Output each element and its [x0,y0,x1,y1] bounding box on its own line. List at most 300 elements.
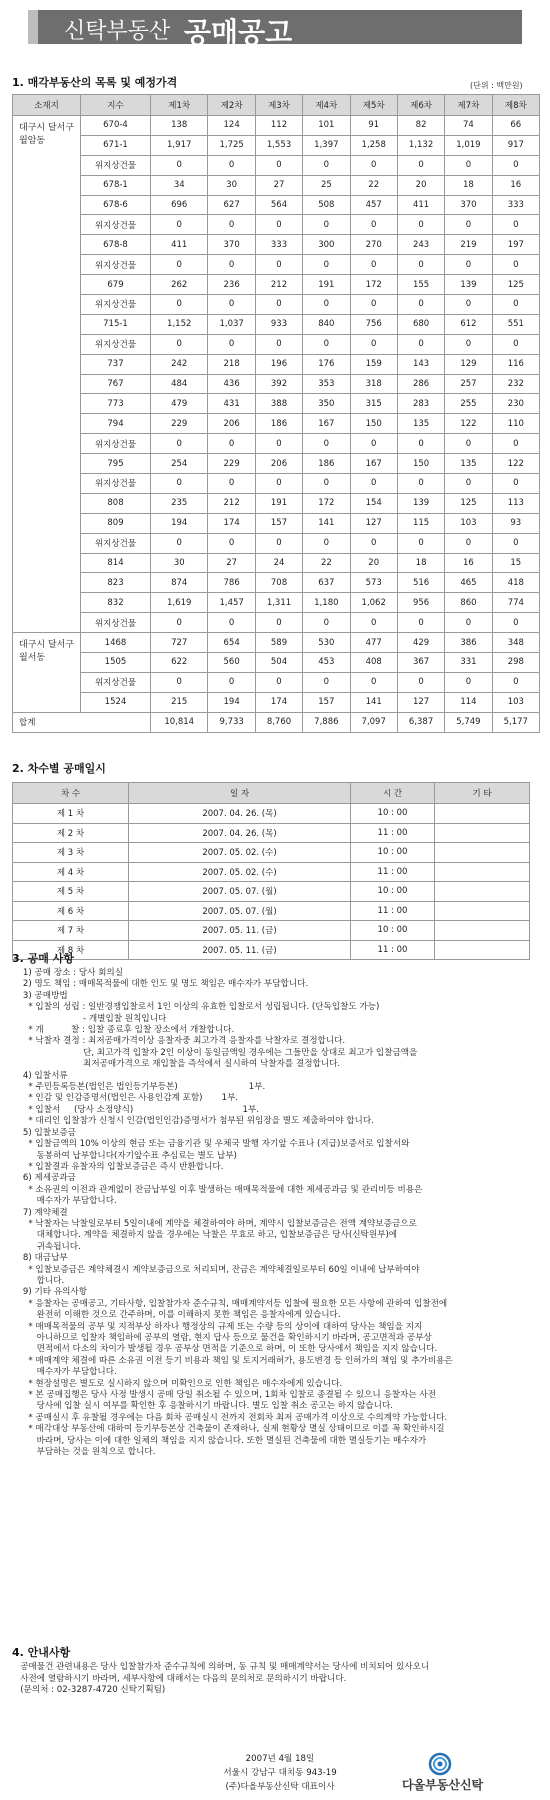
table-cell: 0 [492,295,539,315]
schedule-cell: 제 5 차 [13,882,129,902]
table-cell: 0 [350,613,397,633]
table-cell: 174 [208,513,255,533]
table-cell: 112 [255,116,302,136]
table-cell: 103 [445,513,492,533]
schedule-cell [435,862,530,882]
table-cell: 0 [208,334,255,354]
table-cell: 0 [303,533,350,553]
terms-line: 1) 공매 장소 : 당사 회의실 [12,968,124,978]
table-cell: 1,457 [208,593,255,613]
table-cell: 154 [350,493,397,513]
table-cell: 727 [151,633,208,653]
footer-address: 서울시 강남구 대치동 943-19 [223,1768,337,1778]
table-cell: 680 [397,314,444,334]
table-cell: 0 [445,434,492,454]
table-cell: 1,397 [303,135,350,155]
table-cell: 353 [303,374,350,394]
table-cell: 0 [255,295,302,315]
table-cell: 157 [255,513,302,533]
table-cell: 874 [151,573,208,593]
schedule-header: 기 타 [435,783,530,804]
terms-line: * 응찰자는 공매공고, 기타사항, 입찰참가자 준수규칙, 매매계약서등 입찰에 필요한 모든 사항에 관하여 입찰전에 [12,1298,448,1309]
table-row [13,573,540,593]
terms-line: 당사에 입찰 실시 여부를 확인한 후 응찰하시기 바랍니다. 별도 입찰 취소 공고는 하지 않습니다. [12,1401,394,1412]
table-cell: 124 [208,116,255,136]
table-cell: 612 [445,314,492,334]
total-label: 합계 [13,712,151,732]
table-cell: 139 [397,493,444,513]
table-cell: 956 [397,593,444,613]
table-cell: 1,132 [397,135,444,155]
terms-line: 단, 최고가격 입찰자 2인 이상이 동일금액일 경우에는 그들만을 상대로 최고가 입찰금액을 [12,1047,418,1058]
table-row [13,135,540,155]
table-cell: 1,311 [255,593,302,613]
table-cell: 1,019 [445,135,492,155]
table-cell: 386 [445,633,492,653]
table-cell: 670-4 [81,116,151,136]
table-cell: 0 [255,434,302,454]
table-cell: 0 [151,434,208,454]
table-cell: 0 [255,334,302,354]
schedule-header: 시 간 [351,783,435,804]
table-row [13,116,540,136]
table-cell: 367 [397,653,444,673]
table-cell: 206 [255,454,302,474]
table-cell: 0 [303,672,350,692]
table-cell: 286 [397,374,444,394]
terms-line: 아니하므로 입찰자 책임하에 공부의 열람, 현지 답사 등으로 물건을 확인하시기 바라며, 공고면적과 공부상 [12,1333,432,1343]
table-cell: 218 [208,354,255,374]
table-cell: 457 [350,195,397,215]
total-cell: 8,760 [255,712,302,732]
table-cell: 560 [208,653,255,673]
schedule-cell [435,882,530,902]
terms-line: * 대리인 입찰참가 신청시 인감(법인인감)증명서가 첨부된 위임장을 별도 제출하여야 합니다. [12,1116,374,1127]
table-cell: 103 [492,692,539,712]
terms-line: * 낙찰자 결정 : 최저공매가격이상 응찰자중 최고가격 응찰자를 낙찰자로 결정합니다. [12,1036,346,1047]
table-cell: 0 [492,155,539,175]
table-row [13,295,540,315]
table-cell: 814 [81,553,151,573]
terms-line: 대체합니다. 계약을 체결하지 않을 경우에는 낙찰은 무효로 하고, 입찰보증금은 당사(신탁원부)에 [12,1230,398,1241]
table-cell: 516 [397,573,444,593]
table-cell: 298 [492,653,539,673]
table-cell: 167 [350,454,397,474]
terms-line: 8) 대금납부 [12,1253,68,1264]
table-cell: 0 [303,155,350,175]
table-cell: 1,037 [208,314,255,334]
table-cell: 1,062 [350,593,397,613]
table-cell: 16 [445,553,492,573]
table-cell: 0 [350,255,397,275]
table-cell: 786 [208,573,255,593]
terms-line: * 입찰서 (당사 소정양식) 1부. [12,1104,259,1115]
schedule-cell: 2007. 05. 02. (수) [129,843,351,863]
terms-line: * 매매목적물의 공부 및 지적부상 하자나 행정상의 규제 또는 수량 등의 상이에 대하여 당사는 책임을 지지 [12,1321,423,1332]
table-cell: 30 [208,175,255,195]
table-cell: 0 [445,672,492,692]
table-cell: 756 [350,314,397,334]
table-cell: 370 [445,195,492,215]
table-cell: 627 [208,195,255,215]
table-row [13,454,540,474]
schedule-cell: 11 : 00 [351,823,435,843]
terms-line: 3) 공매방법 [12,990,68,1001]
table-cell: 243 [397,235,444,255]
price-table-header: 지수 [81,95,151,116]
table-row [13,175,540,195]
table-cell: 위지상건물 [81,295,151,315]
table-cell: 333 [255,235,302,255]
auction-terms [12,968,540,1458]
total-cell: 9,733 [208,712,255,732]
table-cell: 172 [303,493,350,513]
table-cell: 671-1 [81,135,151,155]
price-table-header: 제6차 [397,95,444,116]
table-cell: 135 [397,414,444,434]
table-cell: 933 [255,314,302,334]
table-cell: 20 [350,553,397,573]
footer-company: (주)다올부동산신탁 대표이사 [225,1782,335,1792]
table-cell: 408 [350,653,397,673]
table-cell: 18 [445,175,492,195]
table-cell: 172 [350,275,397,295]
guidance-line: 사전에 열람하시기 바라며, 세부사항에 대해서는 다음의 문의처로 문의하시기 바랍니다. [12,1673,347,1684]
table-cell: 0 [151,295,208,315]
terms-line: 4) 입찰서류 [12,1070,68,1081]
terms-line: 바라며, 당사는 이에 대한 일체의 책임을 지지 않습니다. 또한 멸실된 건축물에 대한 멸실등기는 매수자가 [12,1435,427,1446]
terms-line: 2) 명도 책임 : 매매목적물에 대한 인도 및 명도 책임은 매수자가 부담합니다. [12,979,309,990]
table-row [13,823,530,843]
terms-line: * 입찰의 성립 : 일반경쟁입찰로서 1인 이상의 유효한 입찰로서 성립됩니다. (단독입찰도 가능) [12,1002,380,1013]
guidance-text [12,1662,540,1697]
terms-line: 7) 계약체결 [12,1207,68,1218]
table-row [13,275,540,295]
table-cell: 678-1 [81,175,151,195]
table-row [13,692,540,712]
total-cell: 5,177 [492,712,539,732]
table-cell: 위지상건물 [81,434,151,454]
table-cell: 139 [445,275,492,295]
table-cell: 530 [303,633,350,653]
table-cell: 1,725 [208,135,255,155]
table-cell: 1,553 [255,135,302,155]
schedule-cell: 2007. 05. 07. (월) [129,882,351,902]
table-cell: 196 [255,354,302,374]
table-cell: 331 [445,653,492,673]
schedule-cell [435,940,530,960]
table-cell: 27 [208,553,255,573]
table-cell: 696 [151,195,208,215]
table-cell: 0 [208,215,255,235]
table-row [13,843,530,863]
table-cell: 0 [492,613,539,633]
table-cell: 0 [445,613,492,633]
terms-line: 동봉하여 납부합니다(자기앞수표 추심료는 별도 납부) [12,1150,237,1161]
table-cell: 832 [81,593,151,613]
table-cell: 654 [208,633,255,653]
unit-label: (단위 : 백만원) [470,81,523,90]
table-cell: 212 [208,493,255,513]
table-cell: 34 [151,175,208,195]
table-cell: 115 [397,513,444,533]
table-cell: 479 [151,394,208,414]
terms-line: * 낙찰자는 낙찰일로부터 5일이내에 계약을 체결하여야 하며, 계약시 입찰보증금은 전액 계약보증금으로 [12,1218,417,1229]
table-cell: 809 [81,513,151,533]
table-cell: 808 [81,493,151,513]
table-cell: 0 [445,533,492,553]
table-cell: 16 [492,175,539,195]
schedule-header: 차 수 [13,783,129,804]
table-cell: 위지상건물 [81,155,151,175]
table-cell: 0 [492,672,539,692]
section1-title: 1. 매각부동산의 목록 및 예정가격 [12,76,178,89]
table-cell: 564 [255,195,302,215]
table-row [13,940,530,960]
table-cell: 167 [303,414,350,434]
table-cell: 0 [445,334,492,354]
total-cell: 5,749 [445,712,492,732]
table-cell: 18 [397,553,444,573]
schedule-cell [435,823,530,843]
table-cell: 1,258 [350,135,397,155]
terms-line: 완전히 이해한 것으로 간주하며, 이를 이해하지 못한 책임은 응찰자에게 있습니다. [12,1310,341,1321]
table-cell: 0 [208,295,255,315]
logo-text: 다올부동산신탁 [402,1778,484,1792]
table-cell: 176 [303,354,350,374]
table-cell: 0 [255,255,302,275]
table-cell: 25 [303,175,350,195]
header-title-right: 공매공고 [184,16,293,49]
table-row [13,804,530,824]
table-cell: 504 [255,653,302,673]
table-cell: 0 [492,434,539,454]
table-cell: 125 [445,493,492,513]
table-cell: 255 [445,394,492,414]
terms-line: * 입찰결과 유찰자의 입찰보증금은 즉시 반환합니다. [12,1161,224,1172]
table-cell: 0 [350,672,397,692]
table-cell: 212 [255,275,302,295]
table-cell: 0 [255,155,302,175]
company-logo [402,1752,542,1792]
terms-line: - 개별입찰 원칙입니다 [12,1013,167,1024]
terms-line: 부담하는 것을 원칙으로 합니다. [12,1447,156,1458]
schedule-cell: 2007. 04. 26. (목) [129,804,351,824]
table-cell: 127 [350,513,397,533]
schedule-cell: 제 4 차 [13,862,129,882]
terms-line: 귀속됩니다. [12,1241,81,1252]
table-cell: 715-1 [81,314,151,334]
table-cell: 840 [303,314,350,334]
table-cell: 0 [492,533,539,553]
table-cell: 0 [492,215,539,235]
table-row [13,862,530,882]
table-cell: 138 [151,116,208,136]
table-cell: 236 [208,275,255,295]
table-cell: 678-8 [81,235,151,255]
schedule-cell [435,804,530,824]
terms-line: * 주민등록등본(법인은 법인등기부등본) 1부. [12,1082,266,1093]
schedule-cell: 2007. 05. 11. (금) [129,921,351,941]
table-cell: 0 [255,672,302,692]
terms-line: * 인감 및 인감증명서(법인은 사용인감계 포함) 1부. [12,1093,239,1104]
table-cell: 0 [151,474,208,494]
table-cell: 0 [255,533,302,553]
table-cell: 150 [350,414,397,434]
table-row [13,921,530,941]
terms-line: 5) 입찰보증금 [12,1127,76,1138]
table-cell: 15 [492,553,539,573]
schedule-cell: 11 : 00 [351,862,435,882]
table-cell: 30 [151,553,208,573]
section2-title: 2. 차수별 공매일시 [12,762,106,775]
table-cell: 0 [151,672,208,692]
schedule-cell: 제 6 차 [13,901,129,921]
terms-line: 매수자가 부담합니다. [12,1367,117,1378]
schedule-cell: 제 8 차 [13,940,129,960]
table-cell: 0 [255,474,302,494]
table-row [13,195,540,215]
table-cell: 150 [397,454,444,474]
table-cell: 348 [492,633,539,653]
table-cell: 1,917 [151,135,208,155]
table-row [13,474,540,494]
schedule-cell: 제 7 차 [13,921,129,941]
schedule-cell: 2007. 05. 02. (수) [129,862,351,882]
table-cell: 573 [350,573,397,593]
table-cell: 431 [208,394,255,414]
table-cell: 0 [397,334,444,354]
terms-line: 면적에서 다소의 차이가 발생될 경우 공부상 면적을 기준으로 하며, 이 또한 당사에서 책임을 지지 않습니다. [12,1344,438,1355]
table-cell: 위지상건물 [81,334,151,354]
table-cell: 93 [492,513,539,533]
table-cell: 206 [208,414,255,434]
table-cell: 0 [397,255,444,275]
table-cell: 0 [208,255,255,275]
schedule-cell [435,901,530,921]
table-cell: 229 [151,414,208,434]
table-cell: 232 [492,374,539,394]
terms-line: * 개 찰 : 입찰 종료후 입찰 장소에서 개찰합니다. [12,1025,235,1036]
table-cell: 186 [255,414,302,434]
table-cell: 436 [208,374,255,394]
schedule-cell [435,843,530,863]
table-cell: 333 [492,195,539,215]
table-cell: 823 [81,573,151,593]
table-cell: 767 [81,374,151,394]
table-cell: 0 [445,474,492,494]
table-cell: 0 [303,255,350,275]
table-cell: 22 [350,175,397,195]
table-cell: 318 [350,374,397,394]
schedule-cell: 제 1 차 [13,804,129,824]
table-cell: 0 [445,295,492,315]
table-row [13,653,540,673]
schedule-cell: 10 : 00 [351,804,435,824]
table-row [13,513,540,533]
table-cell: 0 [151,215,208,235]
table-cell: 254 [151,454,208,474]
table-cell: 0 [255,613,302,633]
table-cell: 157 [303,692,350,712]
table-cell: 418 [492,573,539,593]
table-cell: 0 [151,613,208,633]
terms-line: 최저공매가격으로 재입찰을 즉석에서 실시하여 낙찰자를 결정합니다. [12,1059,341,1070]
price-table [12,94,540,733]
schedule-cell: 2007. 05. 07. (월) [129,901,351,921]
table-cell: 22 [303,553,350,573]
terms-line: * 매매계약 체결에 따른 소유권 이전 등기 비용과 책임 및 토지거래허가, 용도변경 등 인허가의 책임 및 추가비용은 [12,1355,453,1366]
schedule-cell: 11 : 00 [351,901,435,921]
table-cell: 411 [397,195,444,215]
table-row [13,633,540,653]
table-cell: 270 [350,235,397,255]
price-table-header: 제7차 [445,95,492,116]
table-cell: 122 [492,454,539,474]
table-cell: 0 [350,295,397,315]
table-cell: 129 [445,354,492,374]
schedule-cell: 10 : 00 [351,843,435,863]
price-table-header: 제4차 [303,95,350,116]
footer [190,1752,370,1794]
terms-line: 합니다. [12,1275,65,1286]
guidance-line: (문의처 : 02-3287-4720 신탁기획팀) [12,1685,166,1696]
terms-line: * 입찰보증금은 계약체결시 계약보증금으로 처리되며, 잔금은 계약체결일로부터 60일 이내에 납부하여야 [12,1264,420,1275]
table-cell: 1,152 [151,314,208,334]
terms-line: 매수자가 부담합니다. [12,1196,117,1207]
terms-line: 6) 제세공과금 [12,1173,76,1184]
table-cell: 230 [492,394,539,414]
table-cell: 679 [81,275,151,295]
table-cell: 0 [303,474,350,494]
table-cell: 위지상건물 [81,215,151,235]
table-cell: 0 [303,434,350,454]
table-cell: 0 [350,434,397,454]
table-cell: 0 [350,215,397,235]
table-cell: 350 [303,394,350,414]
table-row [13,235,540,255]
table-cell: 388 [255,394,302,414]
table-cell: 24 [255,553,302,573]
header-title-left: 신탁부동산 [64,19,171,44]
table-cell: 0 [303,215,350,235]
table-cell: 678-6 [81,195,151,215]
table-cell: 215 [151,692,208,712]
table-cell: 0 [350,334,397,354]
table-row [13,901,530,921]
table-cell: 91 [350,116,397,136]
table-cell: 477 [350,633,397,653]
table-row [13,314,540,334]
table-cell: 143 [397,354,444,374]
table-cell: 141 [350,692,397,712]
table-row [13,672,540,692]
table-cell: 0 [397,533,444,553]
table-cell: 708 [255,573,302,593]
table-cell: 159 [350,354,397,374]
table-cell: 191 [255,493,302,513]
location-cell: 대구시 달서구 월서동 [13,633,81,713]
table-cell: 66 [492,116,539,136]
table-cell: 위지상건물 [81,613,151,633]
table-cell: 484 [151,374,208,394]
table-cell: 0 [208,155,255,175]
table-cell: 197 [492,235,539,255]
location-cell: 대구시 달서구 월암동 [13,116,81,633]
total-cell: 10,814 [151,712,208,732]
total-cell: 7,886 [303,712,350,732]
table-cell: 141 [303,513,350,533]
